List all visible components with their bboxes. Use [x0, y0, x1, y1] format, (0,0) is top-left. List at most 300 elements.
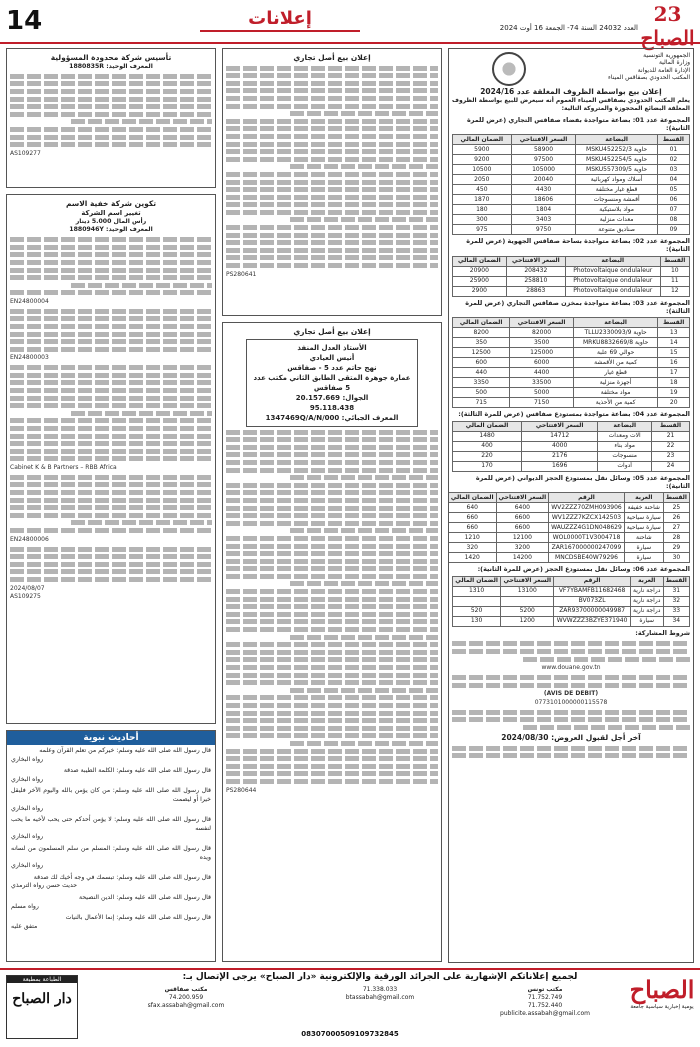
table-cell: 14200: [496, 553, 549, 563]
ad-ref-3: EN24800006: [10, 535, 49, 543]
table-cell: BV073ZL: [554, 596, 631, 606]
table-cell: 82000: [510, 328, 573, 338]
logo-name: الصباح: [640, 26, 695, 50]
text-line: [10, 498, 212, 503]
table-cell: 31: [663, 586, 689, 596]
text-line: [226, 73, 438, 78]
text-line: [10, 475, 212, 480]
footer-office-mid: [300, 986, 460, 1002]
ad-id: المعرف الوحيد: 1880835R: [69, 63, 153, 70]
text-line: [10, 74, 212, 79]
table-cell: WAUZZZ4G1DN048629: [549, 523, 625, 533]
table-row: [453, 165, 690, 175]
text-line: [226, 187, 438, 192]
hadith-source: رواه البخاري: [11, 833, 44, 841]
table-cell: 1200: [501, 616, 554, 626]
table-cell: 24: [652, 461, 690, 471]
hadith-source: رواه البخاري: [11, 755, 44, 763]
office-tunis-email[interactable]: publicite.assabah@gmail.com: [500, 1010, 590, 1017]
table-header-cell: الضمان المالي: [453, 256, 507, 266]
table-header-cell: السعر الافتتاحي: [510, 318, 573, 328]
footer-title: لجميع إعلاناتكم الإشهارية على الجرائد الورقية والإلكترونية «دار الصباح» يرجى الإتصال بـ:: [182, 972, 578, 982]
hadith-list: [7, 745, 215, 936]
tender-code: 0773101000000115578: [534, 698, 608, 706]
text-line: [10, 449, 212, 454]
table-cell: 125000: [510, 348, 573, 358]
text-line: [226, 619, 438, 624]
text-line: [226, 703, 438, 708]
footer-brand-logo: [628, 975, 696, 1010]
text-line: [10, 275, 212, 280]
text-line: [290, 475, 438, 480]
table-cell: 4000: [522, 441, 598, 451]
table-row: [453, 398, 690, 408]
table-cell: 03: [657, 165, 689, 175]
table-cell: 12100: [496, 533, 549, 543]
table-header-cell: البضاعة: [598, 421, 652, 431]
table-row: [448, 503, 689, 513]
table-cell: MSKU557309/5 حاوية: [576, 165, 657, 175]
table-cell: 3403: [511, 215, 576, 225]
text-line: [226, 483, 438, 488]
office-sfax-email[interactable]: sfax.assabah@gmail.com: [147, 1002, 225, 1009]
text-line: [10, 569, 212, 574]
table-cell: 1420: [448, 553, 496, 563]
text-line: [290, 741, 438, 746]
office-sfax-label: مكتب صفاقس: [164, 986, 208, 993]
text-line: [10, 482, 212, 487]
text-line: [226, 142, 438, 147]
text-line: [523, 725, 690, 730]
table-cell: 5000: [510, 388, 573, 398]
table-cell: 450: [453, 185, 512, 195]
hadith-text: قال رسول الله صلى الله عليه وسلم: الدين النصيحة: [79, 893, 211, 901]
table-cell: سيارة سياحية: [624, 523, 663, 533]
text-line: [226, 172, 438, 177]
table-header-cell: البضاعة: [565, 256, 660, 266]
text-line: [10, 528, 212, 533]
table-cell: شاحنة: [624, 533, 663, 543]
tender-republic: الجمهورية التونسية: [643, 52, 690, 59]
table-header-cell: الرقم: [554, 576, 631, 586]
text-line: [226, 657, 438, 662]
table-cell: 350: [453, 338, 510, 348]
table-cell: 975: [453, 225, 512, 235]
table-cell: 14: [658, 338, 690, 348]
table-row: [453, 431, 690, 441]
table-cell: 220: [453, 451, 522, 461]
table-row: [448, 543, 689, 553]
text-line: [226, 665, 438, 670]
table-cell: سيارة: [624, 553, 663, 563]
text-line: [10, 112, 212, 117]
table-cell: 640: [448, 503, 496, 513]
table-cell: معدات منزلية: [576, 215, 657, 225]
lawyer-phone: الجوال: 20.157.669: [295, 394, 369, 402]
table-cell: 20: [658, 398, 690, 408]
text-line: [10, 396, 212, 401]
tender-office: المكتب الحدودي بصفاقس الميناء: [608, 74, 690, 82]
table-cell: سيارة سياحية: [624, 513, 663, 523]
table-cell: منسوجات: [598, 451, 652, 461]
table-row: [453, 145, 690, 155]
table-cell: دراجة نارية: [630, 606, 663, 616]
table-cell: Photovoltaique ondulaleur: [565, 276, 660, 286]
table-row: [453, 358, 690, 368]
table-cell: 13100: [501, 586, 554, 596]
table-header-cell: القسط: [652, 421, 690, 431]
text-line: [523, 657, 690, 662]
table-cell: 58900: [511, 145, 576, 155]
table-header-cell: السعر الافتتاحي: [522, 421, 598, 431]
table-cell: 06: [657, 195, 689, 205]
text-line: [290, 581, 438, 586]
table-row: [453, 328, 690, 338]
table-cell: 14712: [522, 431, 598, 441]
text-line: [452, 641, 690, 646]
table-cell: Photovoltaique ondulaleur: [565, 286, 660, 296]
table-header-cell: الضمان المالي: [453, 576, 501, 586]
page-number: 14: [6, 6, 43, 36]
text-line: [226, 263, 438, 268]
issue-info: العدد 24032 السنة 74- الجمعة 16 أوت 2024: [499, 24, 638, 32]
text-line: [10, 505, 212, 510]
table-row: [453, 378, 690, 388]
text-line: [226, 248, 438, 253]
text-line: [71, 520, 212, 525]
ad-title: إعلان بيع أصل تجاري: [293, 53, 371, 62]
hadith-text: قال رسول الله صلى الله عليه وسلم: من كان يؤمن بالله واليوم الآخر فليقل خيرا أو ليصمت: [11, 787, 211, 803]
tender-group-label: المجموعة عدد 01: بضاعة متواجدة بفضاء صفاقس التجاري (عرض للمرة الثانية):: [466, 115, 690, 132]
text-line: [10, 81, 212, 86]
text-line: [10, 426, 212, 431]
ad-ref: AS109277: [10, 149, 41, 157]
table-row: [453, 286, 690, 296]
table-cell: 16: [658, 358, 690, 368]
hadith-source: متفق عليه: [11, 922, 38, 930]
table-row: [453, 616, 690, 626]
table-cell: 33500: [510, 378, 573, 388]
text-line: [226, 597, 438, 602]
text-line: [226, 149, 438, 154]
table-cell: 500: [453, 388, 510, 398]
table-cell: 01: [657, 145, 689, 155]
text-line: [226, 96, 438, 101]
text-line: [10, 268, 212, 273]
text-line: [226, 726, 438, 731]
text-line: [452, 683, 690, 688]
lawyer-address-2: عمارة جوهرة المتقى الطابق الثاني مكتب عدد 5 صفاقس: [253, 374, 411, 392]
table-row: [453, 348, 690, 358]
table-row: [453, 606, 690, 616]
text-line: [226, 255, 438, 260]
tender-ministry: وزارة المالية: [658, 59, 690, 67]
lawyer-card: [246, 339, 418, 427]
table-cell: 11: [660, 276, 689, 286]
text-line: [226, 673, 438, 678]
table-cell: قطع غيار مختلفة: [576, 185, 657, 195]
text-line: [226, 430, 438, 435]
text-line: [10, 403, 212, 408]
text-line: [226, 612, 438, 617]
text-line: [452, 753, 690, 758]
table-row: [453, 586, 690, 596]
text-line: [226, 490, 438, 495]
table-row: [453, 225, 690, 235]
table-cell: 130: [453, 616, 501, 626]
hadith-source: رواه مسلم: [11, 902, 39, 910]
text-line: [226, 521, 438, 526]
table-cell: 10: [660, 266, 689, 276]
tender-group-table: [452, 576, 690, 627]
text-line: [452, 746, 690, 751]
text-line: [10, 347, 212, 352]
office-tunis-phone-2: 71.752.440: [527, 1002, 563, 1009]
table-cell: 520: [453, 606, 501, 616]
table-cell: 320: [448, 543, 496, 553]
table-cell: Photovoltaique ondulaleur: [565, 266, 660, 276]
table-cell: 208432: [506, 266, 565, 276]
tender-group-table: [452, 317, 690, 408]
table-cell: 20040: [511, 175, 576, 185]
table-cell: 1870: [453, 195, 512, 205]
table-cell: 660: [448, 513, 496, 523]
table-cell: 3200: [496, 543, 549, 553]
table-header-cell: القسط: [658, 318, 690, 328]
text-line: [10, 365, 212, 370]
text-line: [10, 339, 212, 344]
office-mid-email[interactable]: btassabah@gmail.com: [345, 994, 415, 1001]
ad-ref-2: EN24800003: [10, 354, 49, 362]
table-cell: مواد بلاستيكية: [576, 205, 657, 215]
table-cell: 20900: [453, 266, 507, 276]
table-cell: 23: [652, 451, 690, 461]
footer-office-sfax: [86, 986, 286, 1010]
table-cell: 26: [663, 513, 689, 523]
tender-groups: [452, 114, 690, 627]
table-cell: ZAR167000000247099: [549, 543, 625, 553]
table-row: [453, 596, 690, 606]
table-header-cell: الرقم: [549, 493, 625, 503]
table-cell: كمية من الأقمشة: [573, 358, 658, 368]
table-row: [453, 276, 690, 286]
table-cell: WV1ZZZ7KZCX142503: [549, 513, 625, 523]
text-line: [226, 642, 438, 647]
table-header-cell: البضاعة: [576, 135, 657, 145]
text-line: [226, 566, 438, 571]
hadith-source: رواه البخاري: [11, 804, 44, 812]
office-tunis-label: مكتب تونس: [527, 986, 563, 993]
text-line: [226, 104, 438, 109]
logo-years: 23: [653, 2, 682, 26]
table-row: [453, 195, 690, 205]
business-sale-ad-2: [222, 322, 442, 962]
section-title: إعلانات: [248, 8, 312, 29]
text-line: [226, 627, 438, 632]
text-line: [10, 324, 212, 329]
text-line: [226, 195, 438, 200]
text-line: [226, 506, 438, 511]
text-line: [10, 309, 212, 314]
table-cell: 97500: [511, 155, 576, 165]
table-cell: 12: [660, 286, 689, 296]
text-line: [71, 119, 212, 124]
tender-intro: يعلم المكتب الحدودي بصفاقس الميناء العموم أنه سيعرض للبيع بواسطة الظروف المغلقة البضائع المحجوزة والمتروكة التالية:: [452, 97, 690, 113]
table-cell: 300: [453, 215, 512, 225]
table-cell: 715: [453, 398, 510, 408]
table-cell: [501, 596, 554, 606]
text-line: [10, 135, 212, 140]
lawyer-title: الأستاذ العدل المنفذ: [297, 344, 367, 352]
hadith-text: قال رسول الله صلى الله عليه وسلم: الكلمة الطيبة صدقة: [63, 767, 211, 775]
text-line: [226, 574, 438, 579]
table-cell: 3500: [510, 338, 573, 348]
table-header-cell: القسط: [663, 493, 689, 503]
table-cell: شاحنة خفيفة: [624, 503, 663, 513]
tender-group-label: المجموعة عدد 03: بضاعة متواجدة بمخزن صفاقس التجاري (عرض للمرة الثالثة):: [465, 298, 690, 316]
table-row: [453, 451, 690, 461]
hadith-text: قال رسول الله صلى الله عليه وسلم: خيركم من تعلم القرآن وعلمه: [39, 747, 211, 754]
ad-capital: رأس المال 5.000 دينار: [75, 218, 147, 225]
table-header-cell: القسط: [657, 135, 689, 145]
hadith-source: رواه البخاري: [11, 862, 44, 870]
lawyer-address: نهج حاتم عدد 5 - صفاقس: [287, 364, 377, 372]
text-line: [71, 283, 212, 288]
text-line: [452, 649, 690, 654]
tender-group-table: [448, 492, 690, 563]
text-line: [290, 164, 438, 169]
text-line: [226, 604, 438, 609]
press-name: دار الصباح: [12, 991, 72, 1007]
text-line: [226, 536, 438, 541]
table-header-cell: السعر الافتتاحي: [511, 135, 576, 145]
table-cell: أسلاك ومواد كهربائية: [576, 175, 657, 185]
text-line: [10, 554, 212, 559]
tender-avis: (AVIS DE DEBIT): [543, 690, 599, 698]
table-cell: 1696: [522, 461, 598, 471]
text-line: [10, 245, 212, 250]
footer-account: 08307000509109732845: [301, 1030, 399, 1038]
tender-deadline: آخر أجل لقبول العروض: 2024/08/30: [501, 733, 641, 743]
text-line: [226, 134, 438, 139]
text-line: [10, 127, 212, 132]
text-line: [290, 688, 438, 693]
text-line: [226, 779, 438, 784]
text-line: [226, 157, 438, 162]
text-line: [10, 418, 212, 423]
press-label: الطباعة بمطبعة: [7, 976, 77, 983]
table-cell: 1804: [511, 205, 576, 215]
footer-press-logo: [6, 975, 78, 1039]
text-line: [226, 589, 438, 594]
table-cell: [453, 596, 501, 606]
table-cell: WV2ZZZ70ZMH093906: [549, 503, 625, 513]
text-line: [290, 217, 438, 222]
text-line: [10, 434, 212, 439]
ad-partner: Cabinet K & B Partners – RBB Africa: [10, 464, 117, 471]
table-header-cell: الضمان المالي: [453, 318, 510, 328]
table-cell: 19: [658, 388, 690, 398]
table-cell: مواد مختلفة: [573, 388, 658, 398]
text-line: [226, 240, 438, 245]
table-cell: 22: [652, 441, 690, 451]
table-cell: 3350: [453, 378, 510, 388]
text-line: [10, 456, 212, 461]
tender-group-label: المجموعة عدد 05: وسائل نقل بمستودع الحجز الديواني (عرض للمرة الثانية):: [475, 473, 690, 490]
table-header-cell: العربة: [630, 576, 663, 586]
text-line: [10, 290, 212, 295]
ad-ref: PS280644: [226, 786, 257, 794]
table-cell: 6600: [496, 523, 549, 533]
hadith-text: قال رسول الله صلى الله عليه وسلم: تبسمك في وجه أخيك لك صدقة: [33, 873, 211, 881]
tender-group-label: المجموعة عدد 02: بضاعة متواجدة بساحة صفاقس الجهوية (عرض للمرة الثانية):: [466, 237, 690, 254]
text-line: [226, 81, 438, 86]
table-cell: WOL0000T1V3004718: [549, 533, 625, 543]
text-line: [226, 233, 438, 238]
table-cell: MNCDSBE40W79296: [549, 553, 625, 563]
text-line: [226, 126, 438, 131]
table-cell: 32: [663, 596, 689, 606]
hadith-title: أحاديث نبوية: [7, 731, 215, 745]
text-line: [10, 142, 212, 147]
ad-ref: AS109275: [10, 592, 41, 600]
text-line: [10, 316, 212, 321]
text-line: [226, 733, 438, 738]
table-cell: صناديق متنوعة: [576, 225, 657, 235]
business-sale-ad-1: [222, 48, 442, 316]
table-row: [448, 523, 689, 533]
table-cell: دراجة نارية: [630, 586, 663, 596]
table-header-cell: البضاعة: [573, 318, 658, 328]
table-cell: 4430: [511, 185, 576, 195]
lawyer-tax-id: المعرف الجبائي: 1347469Q/A/N/000: [265, 414, 399, 422]
table-cell: 400: [453, 441, 522, 451]
table-cell: 25: [663, 503, 689, 513]
page-header: [0, 0, 700, 44]
table-cell: 8200: [453, 328, 510, 338]
table-cell: 5900: [453, 145, 512, 155]
customs-emblem-icon: [492, 52, 526, 86]
table-cell: سيارة: [630, 616, 663, 626]
table-row: [453, 215, 690, 225]
table-cell: 29: [663, 543, 689, 553]
text-line: [226, 559, 438, 564]
table-cell: 18: [658, 378, 690, 388]
table-cell: 1210: [448, 533, 496, 543]
table-row: [453, 338, 690, 348]
text-line: [226, 452, 438, 457]
company-change-ad: [6, 194, 216, 724]
table-cell: أجهزة منزلية: [573, 378, 658, 388]
text-line: [10, 490, 212, 495]
tender-title: إعلان بيع بواسطة الظروف المغلقة عدد 2024/16: [480, 87, 662, 96]
table-row: [448, 533, 689, 543]
text-line: [290, 635, 438, 640]
table-cell: 2050: [453, 175, 512, 185]
table-cell: 6400: [496, 503, 549, 513]
text-line: [226, 210, 438, 215]
table-row: [448, 553, 689, 563]
tender-group-table: [452, 134, 690, 235]
table-cell: 2900: [453, 286, 507, 296]
table-cell: دراجة نارية: [630, 596, 663, 606]
table-cell: 1310: [453, 586, 501, 596]
lawyer-phone-2: 95.118.438: [309, 404, 355, 412]
text-line: [226, 711, 438, 716]
hadith-source: حديث حسن رواه الترمذي: [11, 882, 78, 890]
text-line: [10, 97, 212, 102]
table-header-cell: السعر الافتتاحي: [501, 576, 554, 586]
